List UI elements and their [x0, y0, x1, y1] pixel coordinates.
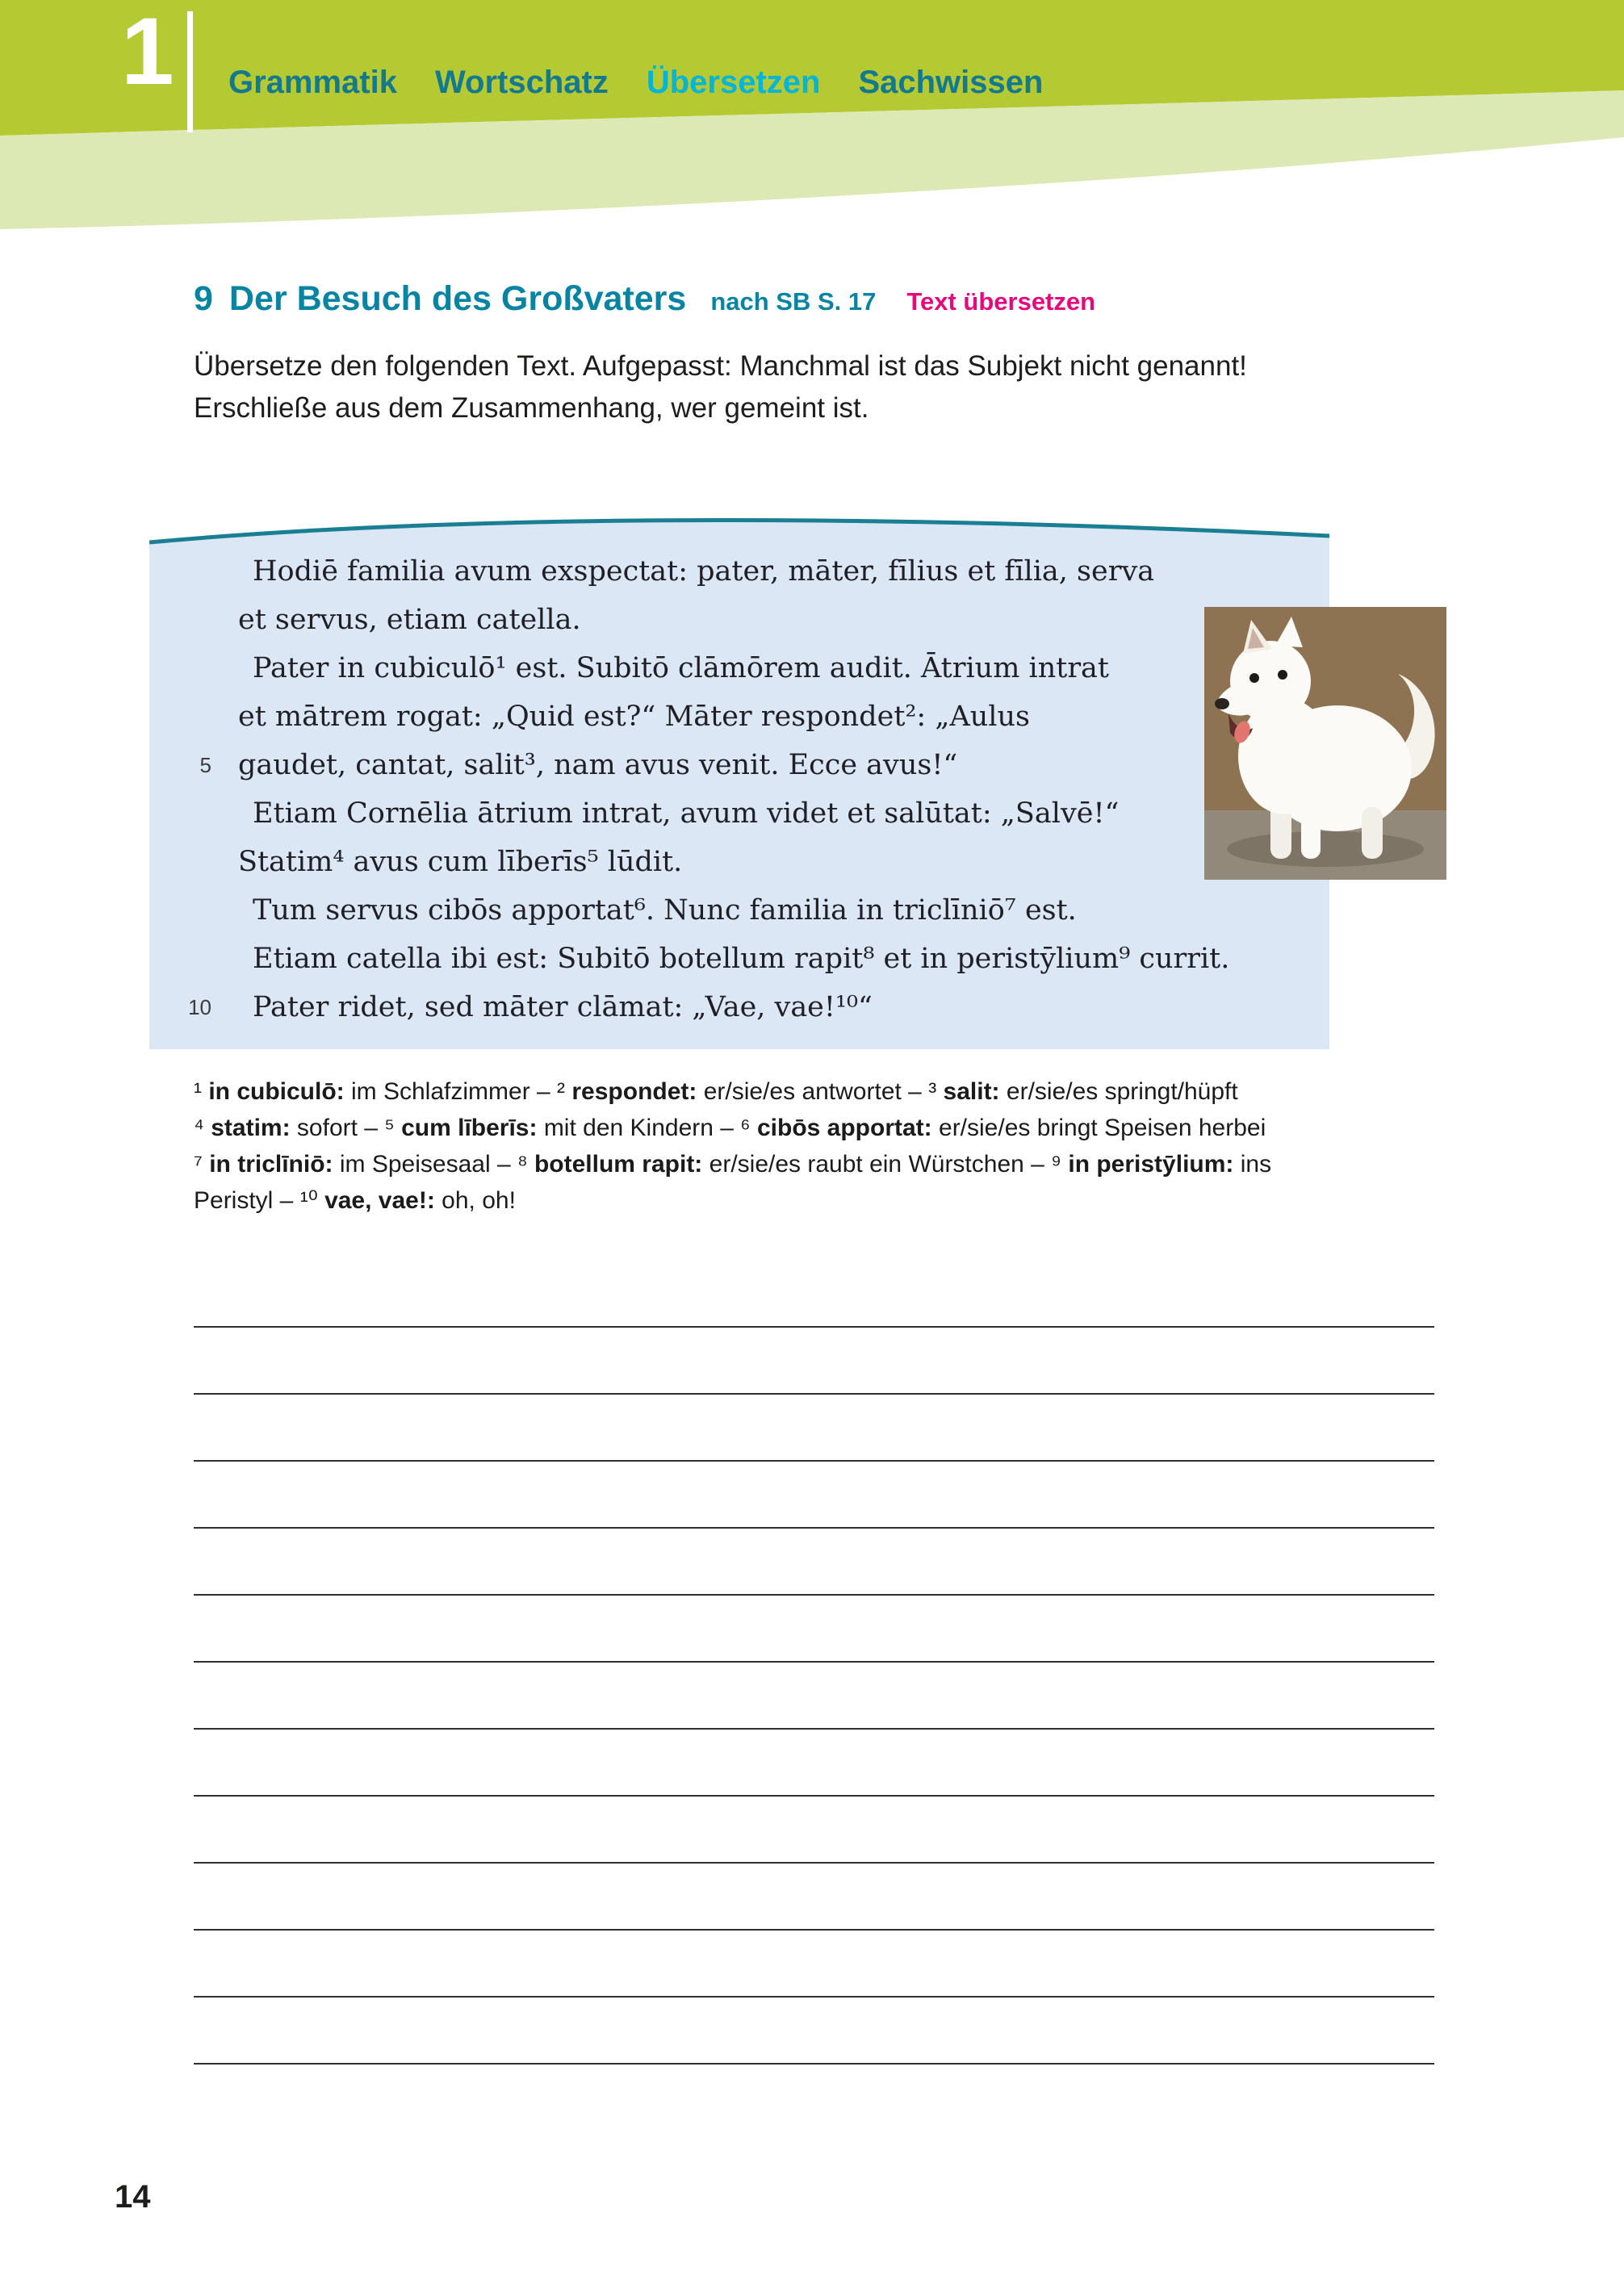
answer-line [194, 1663, 1434, 1730]
line-number-5: 5 [199, 753, 211, 777]
answer-line [194, 1462, 1434, 1529]
latin-line: Statim⁴ avus cum līberīs⁵ lūdit. [238, 846, 683, 878]
answer-line [194, 1730, 1434, 1797]
latin-line: et mātrem rogat: „Quid est?“ Māter respondet²: „Aulus [238, 701, 1030, 733]
dog-photo [1204, 607, 1446, 880]
section-tabs [228, 65, 1043, 101]
exercise-number: 9 [194, 279, 213, 318]
footnote-line: Peristyl – ¹⁰ vae, vae!: oh, oh! [194, 1187, 516, 1214]
footnote-line: ⁴ statim: sofort – ⁵ cum līberīs: mit den Kindern – ⁶ cibōs apportat: er/sie/es bringt Speisen herbei [194, 1115, 1266, 1141]
latin-line: Tum servus cibōs apportat⁶. Nunc familia in triclīniō⁷ est. [253, 894, 1077, 927]
dog-eye [1249, 673, 1259, 683]
tab-wortschatz: Wortschatz [434, 65, 609, 100]
instructions [194, 345, 1485, 429]
exercise-heading [194, 279, 1095, 319]
answer-line [194, 1529, 1434, 1596]
tab-sachwissen: Sachwissen [858, 65, 1044, 100]
answer-line [194, 1261, 1434, 1328]
answer-line [194, 1395, 1434, 1462]
footnote-line: ⁷ in triclīniō: im Speisesaal – ⁸ botellum rapit: er/sie/es raubt ein Würstchen – ⁹ in peristȳlium: ins [194, 1151, 1272, 1178]
header-swoosh [0, 0, 1624, 242]
exercise-reference: nach SB S. 17 [710, 287, 877, 316]
chapter-divider [187, 11, 193, 132]
answer-line [194, 1596, 1434, 1663]
dog-nose [1215, 698, 1229, 709]
footnotes [194, 1073, 1441, 1219]
dog-eye [1278, 670, 1287, 680]
answer-lines [194, 1261, 1434, 2065]
chapter-number: 1 [121, 0, 174, 105]
box-top-curve [149, 507, 1329, 552]
latin-text-box [149, 507, 1329, 1049]
answer-line [194, 1328, 1434, 1395]
latin-text [238, 547, 1229, 1031]
exercise-task-type: Text übersetzen [906, 287, 1096, 316]
line-number-10: 10 [188, 995, 211, 1019]
footnote-line: ¹ in cubiculō: im Schlafzimmer – ² respondet: er/sie/es antwortet – ³ salit: er/sie/es springt/hüpft [194, 1078, 1238, 1105]
instructions-line-2: Erschließe aus dem Zusammenhang, wer gemeint ist. [194, 392, 869, 424]
latin-line: Pater ridet, sed māter clāmat: „Vae, vae!¹⁰“ [253, 991, 873, 1023]
latin-line: Pater in cubiculō¹ est. Subitō clāmōrem audit. Ātrium intrat [253, 652, 1109, 684]
latin-line: gaudet, cantat, salit³, nam avus venit. Ecce avus!“ [238, 749, 958, 781]
instructions-line-1: Übersetze den folgenden Text. Aufgepasst: Manchmal ist das Subjekt nicht genannt! [194, 350, 1247, 382]
exercise-title: Der Besuch des Großvaters [228, 279, 687, 318]
tab-grammatik: Grammatik [228, 65, 397, 100]
latin-line: Etiam catella ibi est: Subitō botellum rapit⁸ et in peristȳlium⁹ currit. [253, 943, 1230, 975]
answer-line [194, 1998, 1434, 2065]
latin-line: et servus, etiam catella. [238, 604, 581, 636]
answer-line [194, 1797, 1434, 1864]
tab-uebersetzen: Übersetzen [646, 65, 821, 100]
answer-line [194, 1864, 1434, 1931]
latin-line: Etiam Cornēlia ātrium intrat, avum videt et salūtat: „Salvē!“ [253, 797, 1120, 830]
page-number: 14 [115, 2179, 151, 2215]
answer-line [194, 1931, 1434, 1998]
latin-line: Hodiē familia avum exspectat: pater, māter, fīlius et fīlia, serva [253, 555, 1155, 588]
